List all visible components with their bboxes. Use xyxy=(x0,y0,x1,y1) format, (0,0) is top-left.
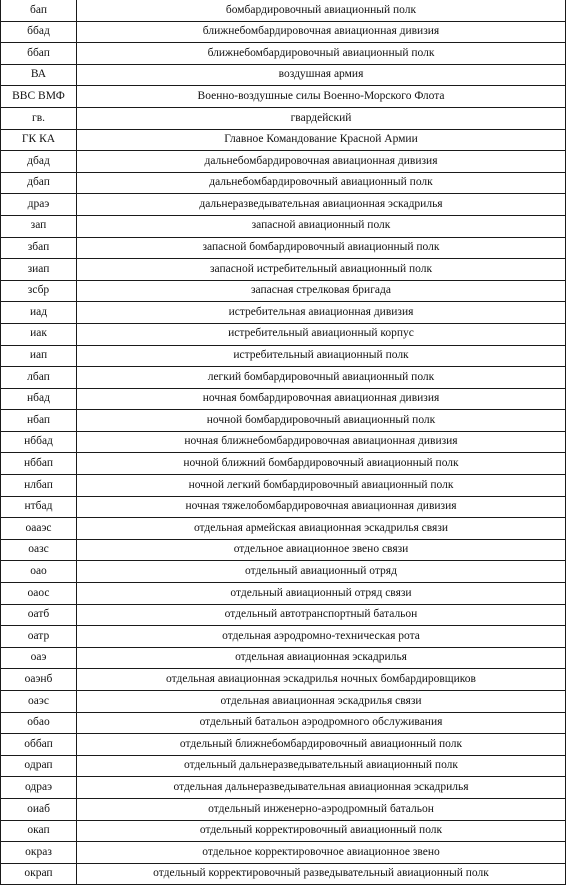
abbreviation-cell: оиаб xyxy=(1,798,77,820)
table-row xyxy=(1,367,566,389)
abbreviation-cell: одраэ xyxy=(1,777,77,799)
abbreviation-cell: ббап xyxy=(1,43,77,65)
table-row xyxy=(1,539,566,561)
table-row xyxy=(1,0,566,21)
table-row xyxy=(1,237,566,259)
abbreviation-cell: оааэс xyxy=(1,518,77,540)
abbreviation-cell: зиап xyxy=(1,259,77,281)
definition-cell: отдельная авиационная эскадрилья связи xyxy=(77,691,566,713)
table-row xyxy=(1,691,566,713)
table-row xyxy=(1,86,566,108)
table-row xyxy=(1,151,566,173)
definition-cell: Главное Командование Красной Армии xyxy=(77,129,566,151)
definition-cell: истребительный авиационный полк xyxy=(77,345,566,367)
table-row xyxy=(1,755,566,777)
abbreviation-cell: оатр xyxy=(1,626,77,648)
table-row xyxy=(1,712,566,734)
table-row xyxy=(1,496,566,518)
definition-cell: дальнебомбардировочный авиационный полк xyxy=(77,172,566,194)
abbreviation-cell: нтбад xyxy=(1,496,77,518)
definition-cell: запасной авиационный полк xyxy=(77,215,566,237)
abbreviation-cell: нбап xyxy=(1,410,77,432)
definition-cell: дальнеразведывательная авиационная эскадрилья xyxy=(77,194,566,216)
table-row xyxy=(1,798,566,820)
definition-cell: отдельный батальон аэродромного обслуживания xyxy=(77,712,566,734)
table-row xyxy=(1,626,566,648)
abbreviations-table-body xyxy=(1,0,566,885)
definition-cell: ночной легкий бомбардировочный авиационный полк xyxy=(77,475,566,497)
definition-cell: запасной бомбардировочный авиационный полк xyxy=(77,237,566,259)
abbreviation-cell: ГК КА xyxy=(1,129,77,151)
table-row xyxy=(1,410,566,432)
definition-cell: отдельная авиационная эскадрилья ночных бомбардировщиков xyxy=(77,669,566,691)
abbreviation-cell: обао xyxy=(1,712,77,734)
definition-cell: отдельный ближнебомбардировочный авиационный полк xyxy=(77,734,566,756)
table-row xyxy=(1,669,566,691)
table-row xyxy=(1,172,566,194)
abbreviation-cell: оббап xyxy=(1,734,77,756)
table-row xyxy=(1,604,566,626)
abbreviation-cell: окрап xyxy=(1,863,77,885)
definition-cell: истребительная авиационная дивизия xyxy=(77,302,566,324)
table-row xyxy=(1,518,566,540)
table-row xyxy=(1,215,566,237)
abbreviation-cell: оаэнб xyxy=(1,669,77,691)
abbreviation-cell: окап xyxy=(1,820,77,842)
abbreviation-cell: иад xyxy=(1,302,77,324)
abbreviation-cell: окраз xyxy=(1,842,77,864)
definition-cell: отдельный дальнеразведывательный авиационный полк xyxy=(77,755,566,777)
table-row xyxy=(1,43,566,65)
definition-cell: отдельное корректировочное авиационное звено xyxy=(77,842,566,864)
definition-cell: отдельный инженерно-аэродромный батальон xyxy=(77,798,566,820)
table-row xyxy=(1,431,566,453)
abbreviation-cell: нбад xyxy=(1,388,77,410)
abbreviation-cell: нлбап xyxy=(1,475,77,497)
abbreviation-cell: ВА xyxy=(1,64,77,86)
abbreviation-cell: лбап xyxy=(1,367,77,389)
definition-cell: легкий бомбардировочный авиационный полк xyxy=(77,367,566,389)
abbreviation-cell: оао xyxy=(1,561,77,583)
table-row xyxy=(1,777,566,799)
definition-cell: запасной истребительный авиационный полк xyxy=(77,259,566,281)
abbreviation-cell: гв. xyxy=(1,107,77,129)
abbreviation-cell: бап xyxy=(1,0,77,21)
abbreviation-cell: иак xyxy=(1,323,77,345)
definition-cell: отдельный авиационный отряд связи xyxy=(77,583,566,605)
abbreviation-cell: оаэ xyxy=(1,647,77,669)
abbreviation-cell: иап xyxy=(1,345,77,367)
abbreviation-cell: оаос xyxy=(1,583,77,605)
definition-cell: ночной ближний бомбардировочный авиационный полк xyxy=(77,453,566,475)
definition-cell: ближнебомбардировочная авиационная дивизия xyxy=(77,21,566,43)
table-row xyxy=(1,21,566,43)
definition-cell: отдельный автотранспортный батальон xyxy=(77,604,566,626)
table-row xyxy=(1,323,566,345)
table-row xyxy=(1,475,566,497)
definition-cell: отдельное авиационное звено связи xyxy=(77,539,566,561)
table-row xyxy=(1,647,566,669)
table-row xyxy=(1,194,566,216)
definition-cell: дальнебомбардировочная авиационная дивизия xyxy=(77,151,566,173)
table-row xyxy=(1,345,566,367)
definition-cell: отдельный корректировочный разведывательный авиационный полк xyxy=(77,863,566,885)
abbreviation-cell: оаэс xyxy=(1,691,77,713)
table-row xyxy=(1,259,566,281)
abbreviation-cell: дбад xyxy=(1,151,77,173)
definition-cell: ночная бомбардировочная авиационная дивизия xyxy=(77,388,566,410)
table-row xyxy=(1,302,566,324)
table-row xyxy=(1,280,566,302)
abbreviation-cell: ВВС ВМФ xyxy=(1,86,77,108)
definition-cell: ночной бомбардировочный авиационный полк xyxy=(77,410,566,432)
abbreviation-cell: дбап xyxy=(1,172,77,194)
abbreviation-cell: ббад xyxy=(1,21,77,43)
definition-cell: ночная тяжелобомбардировочная авиационная дивизия xyxy=(77,496,566,518)
table-row xyxy=(1,842,566,864)
definition-cell: запасная стрелковая бригада xyxy=(77,280,566,302)
abbreviation-cell: збап xyxy=(1,237,77,259)
table-row xyxy=(1,561,566,583)
definition-cell: отдельная дальнеразведывательная авиационная эскадрилья xyxy=(77,777,566,799)
abbreviation-cell: зсбр xyxy=(1,280,77,302)
table-row xyxy=(1,129,566,151)
definition-cell: отдельная авиационная эскадрилья xyxy=(77,647,566,669)
definition-cell: воздушная армия xyxy=(77,64,566,86)
abbreviation-cell: драэ xyxy=(1,194,77,216)
definition-cell: Военно-воздушные силы Военно-Морского Флота xyxy=(77,86,566,108)
definition-cell: отдельная армейская авиационная эскадрилья связи xyxy=(77,518,566,540)
table-row xyxy=(1,734,566,756)
table-row xyxy=(1,453,566,475)
definition-cell: бомбардировочный авиационный полк xyxy=(77,0,566,21)
table-row xyxy=(1,583,566,605)
abbreviation-cell: нббад xyxy=(1,431,77,453)
definition-cell: гвардейский xyxy=(77,107,566,129)
abbreviation-cell: одрап xyxy=(1,755,77,777)
definition-cell: отдельный корректировочный авиационный полк xyxy=(77,820,566,842)
definition-cell: отдельный авиационный отряд xyxy=(77,561,566,583)
table-row xyxy=(1,107,566,129)
abbreviation-cell: зап xyxy=(1,215,77,237)
definition-cell: ночная ближнебомбардировочная авиационная дивизия xyxy=(77,431,566,453)
table-row xyxy=(1,388,566,410)
table-row xyxy=(1,820,566,842)
definition-cell: отдельная аэродромно-техническая рота xyxy=(77,626,566,648)
definition-cell: истребительный авиационный корпус xyxy=(77,323,566,345)
abbreviation-cell: оатб xyxy=(1,604,77,626)
abbreviation-cell: нббап xyxy=(1,453,77,475)
table-row xyxy=(1,64,566,86)
definition-cell: ближнебомбардировочный авиационный полк xyxy=(77,43,566,65)
abbreviation-cell: оазс xyxy=(1,539,77,561)
